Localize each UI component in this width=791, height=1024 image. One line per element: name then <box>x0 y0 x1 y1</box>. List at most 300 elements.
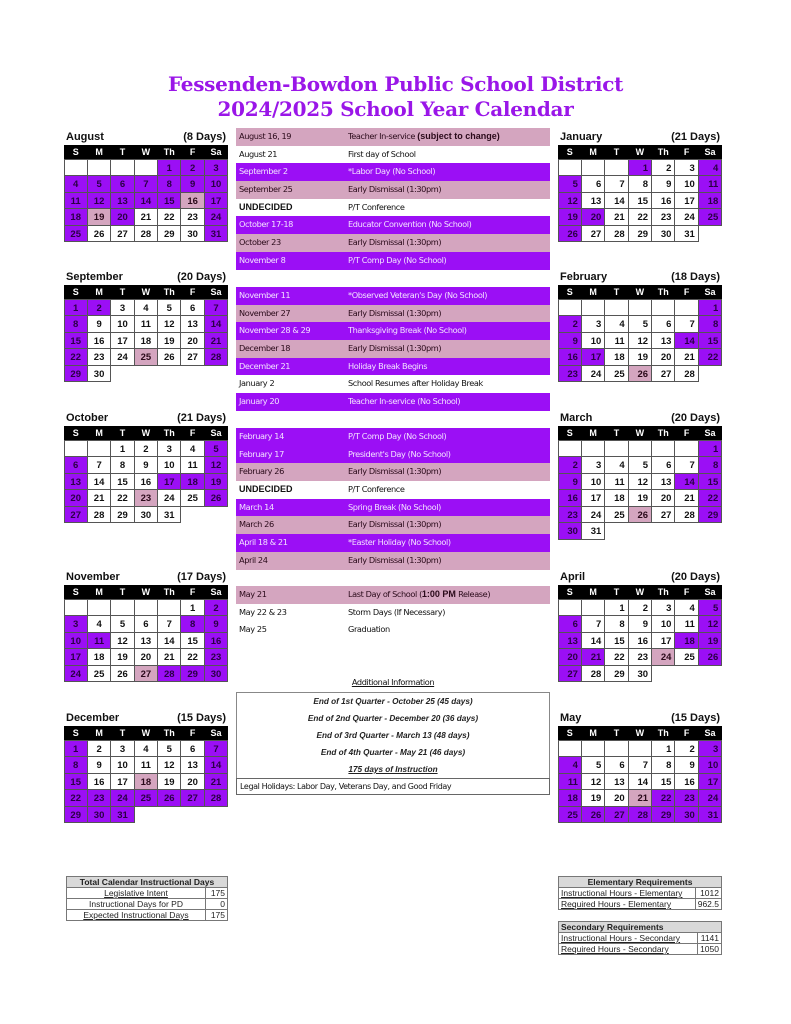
event-description <box>348 463 550 481</box>
calendar-day: 16 <box>674 773 698 791</box>
event-date: April 24 <box>239 554 268 565</box>
weekday-header: T <box>111 726 134 740</box>
event-description <box>348 621 550 639</box>
calendar-day: 10 <box>698 756 722 774</box>
month-day-count: (8 Days) <box>183 131 226 143</box>
event-date: May 22 & 23 <box>239 606 287 617</box>
calendar-day: 26 <box>628 365 652 383</box>
month-grid <box>64 285 228 382</box>
row-value: 175 <box>206 888 228 899</box>
event-row <box>236 534 550 552</box>
legal-holidays: Legal Holidays: Labor Day, Veterans Day, and Good Friday <box>236 778 550 795</box>
calendar-day: 14 <box>134 192 158 210</box>
empty-day <box>180 365 204 383</box>
calendar-day: 21 <box>87 489 111 507</box>
row-label: Required Hours - Secondary <box>559 944 698 955</box>
weekday-header: T <box>111 426 134 440</box>
calendar-march <box>558 410 722 540</box>
calendar-day: 29 <box>64 806 88 824</box>
calendar-day: 6 <box>180 740 204 758</box>
empty-day <box>698 522 722 540</box>
event-description <box>348 586 550 604</box>
calendar-day: 26 <box>157 789 181 807</box>
empty-day <box>581 740 605 758</box>
calendar-day: 20 <box>134 648 158 666</box>
calendar-day: 12 <box>204 456 228 474</box>
event-text: Spring Break (No School) <box>348 501 441 512</box>
event-text: Early Dismissal (1:30pm) <box>348 554 442 565</box>
calendar-day: 2 <box>87 299 111 317</box>
empty-day <box>110 365 134 383</box>
calendar-day: 26 <box>204 489 228 507</box>
calendar-day: 13 <box>581 192 605 210</box>
calendar-day: 24 <box>204 208 228 226</box>
empty-day <box>698 665 722 683</box>
event-row <box>236 552 550 570</box>
calendar-day: 11 <box>604 473 628 491</box>
district-title: Fessenden-Bowdon Public School District <box>167 72 624 96</box>
event-row <box>236 305 550 323</box>
event-description <box>348 305 550 323</box>
calendar-day: 23 <box>558 506 582 524</box>
calendar-day: 3 <box>674 159 698 177</box>
calendar-day: 14 <box>674 332 698 350</box>
calendar-day: 26 <box>157 348 181 366</box>
empty-day <box>204 806 228 824</box>
calendar-day: 16 <box>628 632 652 650</box>
calendar-day: 10 <box>581 473 605 491</box>
calendar-day: 22 <box>180 648 204 666</box>
weekday-header: S <box>558 285 581 299</box>
calendar-day: 18 <box>698 192 722 210</box>
calendar-day: 6 <box>604 756 628 774</box>
empty-day <box>628 299 652 317</box>
event-row <box>236 428 550 446</box>
quarter-4-end: End of 4th Quarter - May 21 (46 days) <box>320 748 466 757</box>
month-grid <box>558 726 722 823</box>
calendar-april <box>558 569 722 682</box>
calendar-day: 26 <box>628 506 652 524</box>
calendar-day: 8 <box>628 175 652 193</box>
event-text: Thanksgiving Break (No School) <box>348 325 467 336</box>
calendar-day: 5 <box>628 456 652 474</box>
calendar-day: 12 <box>628 332 652 350</box>
calendar-day: 4 <box>180 440 204 458</box>
weekday-header: Th <box>158 285 181 299</box>
empty-day <box>628 522 652 540</box>
calendar-day: 2 <box>558 456 582 474</box>
weekday-header: M <box>581 426 604 440</box>
event-date: December 21 <box>239 360 291 371</box>
weekday-header: S <box>558 426 581 440</box>
event-row <box>236 128 550 146</box>
calendar-day: 9 <box>204 615 228 633</box>
month-day-count: (18 Days) <box>671 271 720 283</box>
calendar-day: 20 <box>64 489 88 507</box>
empty-day <box>87 440 111 458</box>
calendar-day: 26 <box>87 225 111 243</box>
event-text: Early Dismissal (1:30pm) <box>348 307 442 318</box>
month-day-count: (21 Days) <box>671 131 720 143</box>
month-day-count: (20 Days) <box>671 571 720 583</box>
calendar-day: 26 <box>581 806 605 824</box>
event-date: September 2 <box>239 166 288 177</box>
calendar-day: 5 <box>628 315 652 333</box>
event-date: November 27 <box>239 307 291 318</box>
month-day-count: (21 Days) <box>177 412 226 424</box>
total-instructional-days-table <box>66 876 228 921</box>
calendar-day: 18 <box>674 632 698 650</box>
event-text: Educator Convention (No School) <box>348 219 472 230</box>
calendar-day: 1 <box>157 159 181 177</box>
calendar-day: 14 <box>204 756 228 774</box>
calendar-may <box>558 710 722 823</box>
event-row <box>236 252 550 270</box>
event-description <box>348 322 550 340</box>
weekday-header: Th <box>652 726 675 740</box>
month-day-count: (20 Days) <box>177 271 226 283</box>
calendar-day: 21 <box>674 348 698 366</box>
calendar-day: 6 <box>180 299 204 317</box>
event-text: Holiday Break Begins <box>348 360 428 371</box>
calendar-day: 22 <box>64 348 88 366</box>
event-text: Early Dismissal (1:30pm) <box>348 466 442 477</box>
calendar-day: 8 <box>64 756 88 774</box>
calendar-day: 19 <box>87 208 111 226</box>
calendar-day: 23 <box>651 208 675 226</box>
calendar-day: 2 <box>87 740 111 758</box>
calendar-day: 1 <box>604 599 628 617</box>
empty-day <box>604 740 628 758</box>
calendar-day: 3 <box>64 615 88 633</box>
calendar-day: 23 <box>674 789 698 807</box>
calendar-day: 2 <box>134 440 158 458</box>
weekday-header: Sa <box>698 426 721 440</box>
weekday-header: Th <box>158 585 181 599</box>
table-row <box>67 888 228 899</box>
calendar-december <box>64 710 228 823</box>
empty-day <box>698 225 722 243</box>
calendar-day: 1 <box>628 159 652 177</box>
calendar-day: 7 <box>674 456 698 474</box>
event-description <box>348 234 550 252</box>
calendar-day: 12 <box>157 315 181 333</box>
calendar-day: 30 <box>558 522 582 540</box>
calendar-day: 30 <box>180 225 204 243</box>
weekday-header: W <box>134 726 157 740</box>
calendar-day: 18 <box>604 489 628 507</box>
calendar-day: 1 <box>698 299 722 317</box>
table-row <box>67 910 228 921</box>
empty-day <box>674 299 698 317</box>
month-header <box>558 410 722 426</box>
event-text: Teacher In-service (No School) <box>348 396 461 407</box>
calendar-day: 7 <box>581 615 605 633</box>
event-date: August 21 <box>239 148 278 159</box>
event-text: Early Dismissal (1:30pm) <box>348 343 442 354</box>
calendar-day: 20 <box>110 208 134 226</box>
weekday-header: T <box>111 585 134 599</box>
event-text: Last Day of School ( <box>348 589 422 599</box>
calendar-day: 27 <box>64 506 88 524</box>
event-date: October 17-18 <box>239 219 293 230</box>
calendar-day: 25 <box>604 506 628 524</box>
event-date: August 16, 19 <box>239 131 292 141</box>
weekday-header: Th <box>652 426 675 440</box>
calendar-day: 13 <box>604 773 628 791</box>
calendar-day: 2 <box>204 599 228 617</box>
weekday-header: W <box>134 145 157 159</box>
month-grid <box>558 426 722 540</box>
weekday-header: W <box>628 285 651 299</box>
additional-info-box <box>236 692 550 779</box>
weekday-header: F <box>675 426 698 440</box>
event-row <box>236 586 550 604</box>
secondary-requirements-table <box>558 921 722 955</box>
month-grid <box>558 145 722 242</box>
event-row <box>236 393 550 411</box>
calendar-day: 29 <box>628 225 652 243</box>
calendar-day: 14 <box>204 315 228 333</box>
weekday-header: S <box>64 285 87 299</box>
event-description <box>348 604 550 622</box>
calendar-day: 11 <box>134 756 158 774</box>
weekday-header: W <box>134 285 157 299</box>
event-row <box>236 234 550 252</box>
calendar-day: 24 <box>698 789 722 807</box>
calendar-day: 27 <box>180 348 204 366</box>
event-description <box>348 375 550 393</box>
event-date: March 14 <box>239 501 274 512</box>
empty-day <box>651 665 675 683</box>
calendar-day: 10 <box>651 615 675 633</box>
event-date: May 21 <box>239 589 267 599</box>
calendar-day: 28 <box>134 225 158 243</box>
calendar-day: 13 <box>134 632 158 650</box>
calendar-day: 19 <box>110 648 134 666</box>
row-label: Instructional Hours - Elementary <box>559 888 696 899</box>
empty-day <box>604 299 628 317</box>
event-text: *Observed Veteran's Day (No School) <box>348 290 488 300</box>
events-group-4 <box>236 586 550 639</box>
event-date: February 17 <box>239 448 284 459</box>
calendar-day: 21 <box>628 789 652 807</box>
calendar-day: 14 <box>157 632 181 650</box>
month-grid <box>64 145 228 242</box>
calendar-day: 27 <box>604 806 628 824</box>
calendar-day: 9 <box>628 615 652 633</box>
calendar-day: 24 <box>157 489 181 507</box>
month-header <box>64 710 228 726</box>
empty-day <box>180 506 204 524</box>
empty-day <box>204 506 228 524</box>
calendar-day: 23 <box>134 489 158 507</box>
event-text: P/T Conference <box>348 201 405 212</box>
weekday-header: Sa <box>698 585 721 599</box>
calendar-day: 15 <box>698 332 722 350</box>
month-header <box>558 129 722 145</box>
row-label: Required Hours - Elementary <box>559 899 696 910</box>
event-row <box>236 463 550 481</box>
calendar-day: 21 <box>581 648 605 666</box>
calendar-day: 7 <box>204 299 228 317</box>
calendar-day: 25 <box>698 208 722 226</box>
calendar-day: 25 <box>674 648 698 666</box>
event-date: February 14 <box>239 431 284 441</box>
event-row <box>236 516 550 534</box>
event-text: President's Day (No School) <box>348 448 451 459</box>
row-value: 962.5 <box>695 899 721 910</box>
event-date: April 18 & 21 <box>239 537 288 548</box>
calendar-day: 16 <box>558 489 582 507</box>
calendar-day: 22 <box>698 348 722 366</box>
month-name: March <box>560 412 593 424</box>
calendar-day: 28 <box>674 365 698 383</box>
calendar-day: 10 <box>110 756 134 774</box>
calendar-day: 13 <box>651 332 675 350</box>
calendar-day: 13 <box>110 192 134 210</box>
calendar-day: 7 <box>204 740 228 758</box>
empty-day <box>157 599 181 617</box>
weekday-header: W <box>134 585 157 599</box>
weekday-header: Sa <box>204 145 227 159</box>
weekday-header: Sa <box>204 585 227 599</box>
calendar-day: 4 <box>134 740 158 758</box>
table-row <box>559 933 722 944</box>
event-text: Early Dismissal (1:30pm) <box>348 184 442 195</box>
event-text: Teacher In-service <box>348 131 418 141</box>
calendar-day: 1 <box>110 440 134 458</box>
event-date: January 20 <box>239 396 280 407</box>
event-text: Early Dismissal (1:30pm) <box>348 237 442 248</box>
calendar-day: 10 <box>64 632 88 650</box>
calendar-day: 1 <box>64 740 88 758</box>
calendar-day: 13 <box>180 756 204 774</box>
calendar-day: 3 <box>651 599 675 617</box>
calendar-day: 21 <box>604 208 628 226</box>
calendar-day: 28 <box>204 789 228 807</box>
calendar-day: 15 <box>604 632 628 650</box>
calendar-day: 18 <box>134 332 158 350</box>
weekday-header: Sa <box>204 426 227 440</box>
calendar-day: 22 <box>628 208 652 226</box>
event-description <box>348 534 550 552</box>
calendar-day: 3 <box>581 315 605 333</box>
calendar-day: 20 <box>604 789 628 807</box>
calendar-day: 4 <box>674 599 698 617</box>
empty-day <box>558 599 582 617</box>
empty-day <box>134 599 158 617</box>
calendar-day: 14 <box>87 473 111 491</box>
calendar-day: 30 <box>87 806 111 824</box>
calendar-day: 10 <box>204 175 228 193</box>
weekday-header: M <box>87 426 110 440</box>
weekday-header: F <box>181 426 204 440</box>
calendar-day: 30 <box>651 225 675 243</box>
empty-day <box>64 599 88 617</box>
row-value: 1141 <box>698 933 722 944</box>
event-description <box>348 128 550 146</box>
event-date: March 26 <box>239 519 274 530</box>
event-description <box>348 181 550 199</box>
weekday-header: M <box>87 726 110 740</box>
calendar-day: 9 <box>87 315 111 333</box>
event-date: UNDECIDED <box>239 484 293 495</box>
calendar-day: 27 <box>651 365 675 383</box>
weekday-header: M <box>87 285 110 299</box>
empty-day <box>110 159 134 177</box>
month-header <box>64 410 228 426</box>
calendar-day: 15 <box>64 332 88 350</box>
event-description <box>348 428 550 446</box>
calendar-day: 2 <box>651 159 675 177</box>
calendar-day: 7 <box>628 756 652 774</box>
weekday-header: Th <box>158 726 181 740</box>
totals-header: Total Calendar Instructional Days <box>67 877 228 888</box>
event-text: Storm Days (If Necessary) <box>348 606 446 617</box>
table-row <box>559 944 722 955</box>
calendar-day: 22 <box>110 489 134 507</box>
event-date: January 2 <box>239 378 275 389</box>
calendar-day: 5 <box>157 299 181 317</box>
calendar-day: 22 <box>604 648 628 666</box>
calendar-day: 1 <box>64 299 88 317</box>
event-description <box>348 216 550 234</box>
month-grid <box>558 585 722 682</box>
calendar-day: 17 <box>64 648 88 666</box>
calendar-day: 12 <box>628 473 652 491</box>
calendar-day: 30 <box>87 365 111 383</box>
weekday-header: F <box>181 585 204 599</box>
calendar-day: 16 <box>558 348 582 366</box>
event-description <box>348 340 550 358</box>
event-text: First day of School <box>348 148 416 159</box>
empty-day <box>204 365 228 383</box>
calendar-day: 6 <box>64 456 88 474</box>
event-row <box>236 146 550 164</box>
calendar-day: 9 <box>180 175 204 193</box>
calendar-day: 29 <box>651 806 675 824</box>
empty-day <box>581 599 605 617</box>
weekday-header: Sa <box>204 285 227 299</box>
calendar-day: 17 <box>674 192 698 210</box>
calendar-day: 9 <box>558 473 582 491</box>
calendar-day: 15 <box>698 473 722 491</box>
calendar-day: 8 <box>698 315 722 333</box>
calendar-day: 23 <box>87 348 111 366</box>
month-header <box>64 129 228 145</box>
event-text: P/T Comp Day (No School) <box>348 254 447 265</box>
calendar-day: 14 <box>604 192 628 210</box>
row-value: 0 <box>206 899 228 910</box>
event-date: February 26 <box>239 466 284 477</box>
calendar-day: 17 <box>651 632 675 650</box>
calendar-day: 13 <box>651 473 675 491</box>
empty-day <box>87 599 111 617</box>
weekday-header: Th <box>158 145 181 159</box>
calendar-day: 10 <box>110 315 134 333</box>
calendar-day: 26 <box>110 665 134 683</box>
calendar-day: 6 <box>110 175 134 193</box>
calendar-day: 28 <box>87 506 111 524</box>
event-emphasis: (subject to change) <box>417 131 500 141</box>
calendar-day: 30 <box>204 665 228 683</box>
calendar-day: 25 <box>604 365 628 383</box>
event-date: November 28 & 29 <box>239 325 311 336</box>
calendar-day: 3 <box>581 456 605 474</box>
calendar-day: 22 <box>698 489 722 507</box>
event-text: Graduation <box>348 624 390 635</box>
